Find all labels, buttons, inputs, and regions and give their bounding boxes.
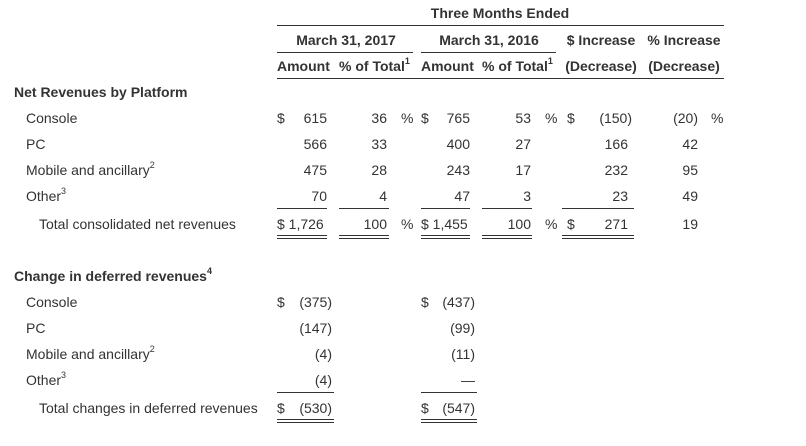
amount-2016: 47 [454,188,470,204]
total-deferred-2017: (530) [299,400,332,416]
deferred-2017: (147) [299,320,332,336]
amount-2016: 400 [446,136,470,152]
increase-amount: 23 [612,188,628,204]
pct-total-2016: 53 [515,110,531,126]
percent-sign: % [401,110,414,126]
increase-percent: 95 [682,162,698,178]
row-label: Mobile and ancillary$^2$ [26,344,155,362]
pct-total-2016: 17 [515,162,531,178]
subtotal-rule [421,208,470,209]
percent-sign: % [545,216,558,232]
deferred-2016: (437) [442,294,475,310]
total-double-rule [277,238,327,239]
amount-2016-header: Amount [421,58,474,74]
total-double-rule [562,235,634,236]
pct-total-2016-header: % of Total$^1$ [482,56,553,74]
increase-amount: (150) [599,110,632,126]
dollar-sign: $ [421,294,429,310]
header-rule-bottom [277,78,724,79]
total-double-rule [277,422,334,423]
amount-2017: 70 [311,188,327,204]
total-pct-2017: 100 [363,216,387,232]
percent-decrease-header: (Decrease) [648,58,720,74]
dollar-sign: $ [421,400,429,416]
period-2016-header: March 31, 2016 [439,32,539,48]
total-double-rule [421,235,470,236]
total-double-rule [277,419,334,420]
row-label: Console [26,110,78,126]
pct-total-2017: 36 [371,110,387,126]
total-amount-2017: $ 1,726 [277,216,324,232]
deferred-2017: (4) [314,346,332,362]
total-amount-2016: $ 1,455 [421,216,468,232]
row-label: PC [26,320,46,336]
period-2017-rule [277,52,413,53]
total-double-rule [482,235,532,236]
total-double-rule [482,238,532,239]
total-double-rule [562,238,634,239]
percent-increase-header: % Increase [647,32,721,48]
net-revenues-title: Net Revenues by Platform [14,84,188,100]
row-label: Console [26,294,78,310]
dollar-sign: $ [567,216,575,232]
three-months-ended-header: Three Months Ended [430,5,570,21]
subtotal-rule [277,208,327,209]
dollar-sign: $ [421,110,429,126]
increase-percent: (20) [673,110,698,126]
increase-amount: 166 [604,136,628,152]
percent-sign: % [545,110,558,126]
pct-total-2016: 27 [515,136,531,152]
pct-total-2017-header: % of Total$^1$ [339,56,410,74]
deferred-revenues-title: Change in deferred revenues$^4$ [14,266,212,284]
dollar-decrease-header: (Decrease) [565,58,637,74]
subtotal-rule [339,208,389,209]
total-double-rule [421,238,470,239]
period-2016-rule [421,52,556,53]
deferred-2017: (375) [299,294,332,310]
amount-2016: 243 [446,162,470,178]
total-double-rule [421,422,477,423]
percent-sign: % [401,216,414,232]
dollar-increase-header: $ Increase [566,32,636,48]
amount-2016: 765 [446,110,470,126]
total-pct-2016: 100 [507,216,531,232]
pct-total-2017: 28 [371,162,387,178]
total-double-rule [277,235,327,236]
pct-total-2017: 33 [371,136,387,152]
row-label: Other$^3$ [26,186,67,204]
total-double-rule [339,238,389,239]
increase-percent: 49 [682,188,698,204]
total-double-rule [421,419,477,420]
dollar-sign: $ [277,110,285,126]
pct-total-2016: 3 [523,188,531,204]
amount-2017: 475 [303,162,327,178]
increase-amount: 232 [604,162,628,178]
row-label: PC [26,136,46,152]
total-increase-percent: 19 [682,216,698,232]
amount-2017-header: Amount [277,58,330,74]
amount-2017: 566 [303,136,327,152]
dollar-sign: $ [567,110,575,126]
total-increase-amount: 271 [604,216,628,232]
dollar-sign: $ [277,400,285,416]
row-label: Mobile and ancillary$^2$ [26,160,155,178]
total-double-rule [339,235,389,236]
header-rule-top [277,25,724,26]
row-label: Other$^3$ [26,370,67,388]
subtotal-rule [421,392,477,393]
percent-sign: % [711,110,724,126]
total-label: Total consolidated net revenues [39,216,236,232]
period-2017-header: March 31, 2017 [296,32,396,48]
total-deferred-2016: (547) [442,400,475,416]
dollar-sign: $ [277,294,285,310]
deferred-2017: (4) [314,372,332,388]
subtotal-rule [277,392,334,393]
subtotal-rule [562,208,634,209]
increase-percent: 42 [682,136,698,152]
amount-2017: 615 [303,110,327,126]
deferred-2016: (99) [450,320,475,336]
deferred-2016: — [461,372,475,388]
pct-total-2017: 4 [379,188,387,204]
total-label: Total changes in deferred revenues [39,400,258,416]
deferred-2016: (11) [451,346,475,362]
subtotal-rule [482,208,532,209]
